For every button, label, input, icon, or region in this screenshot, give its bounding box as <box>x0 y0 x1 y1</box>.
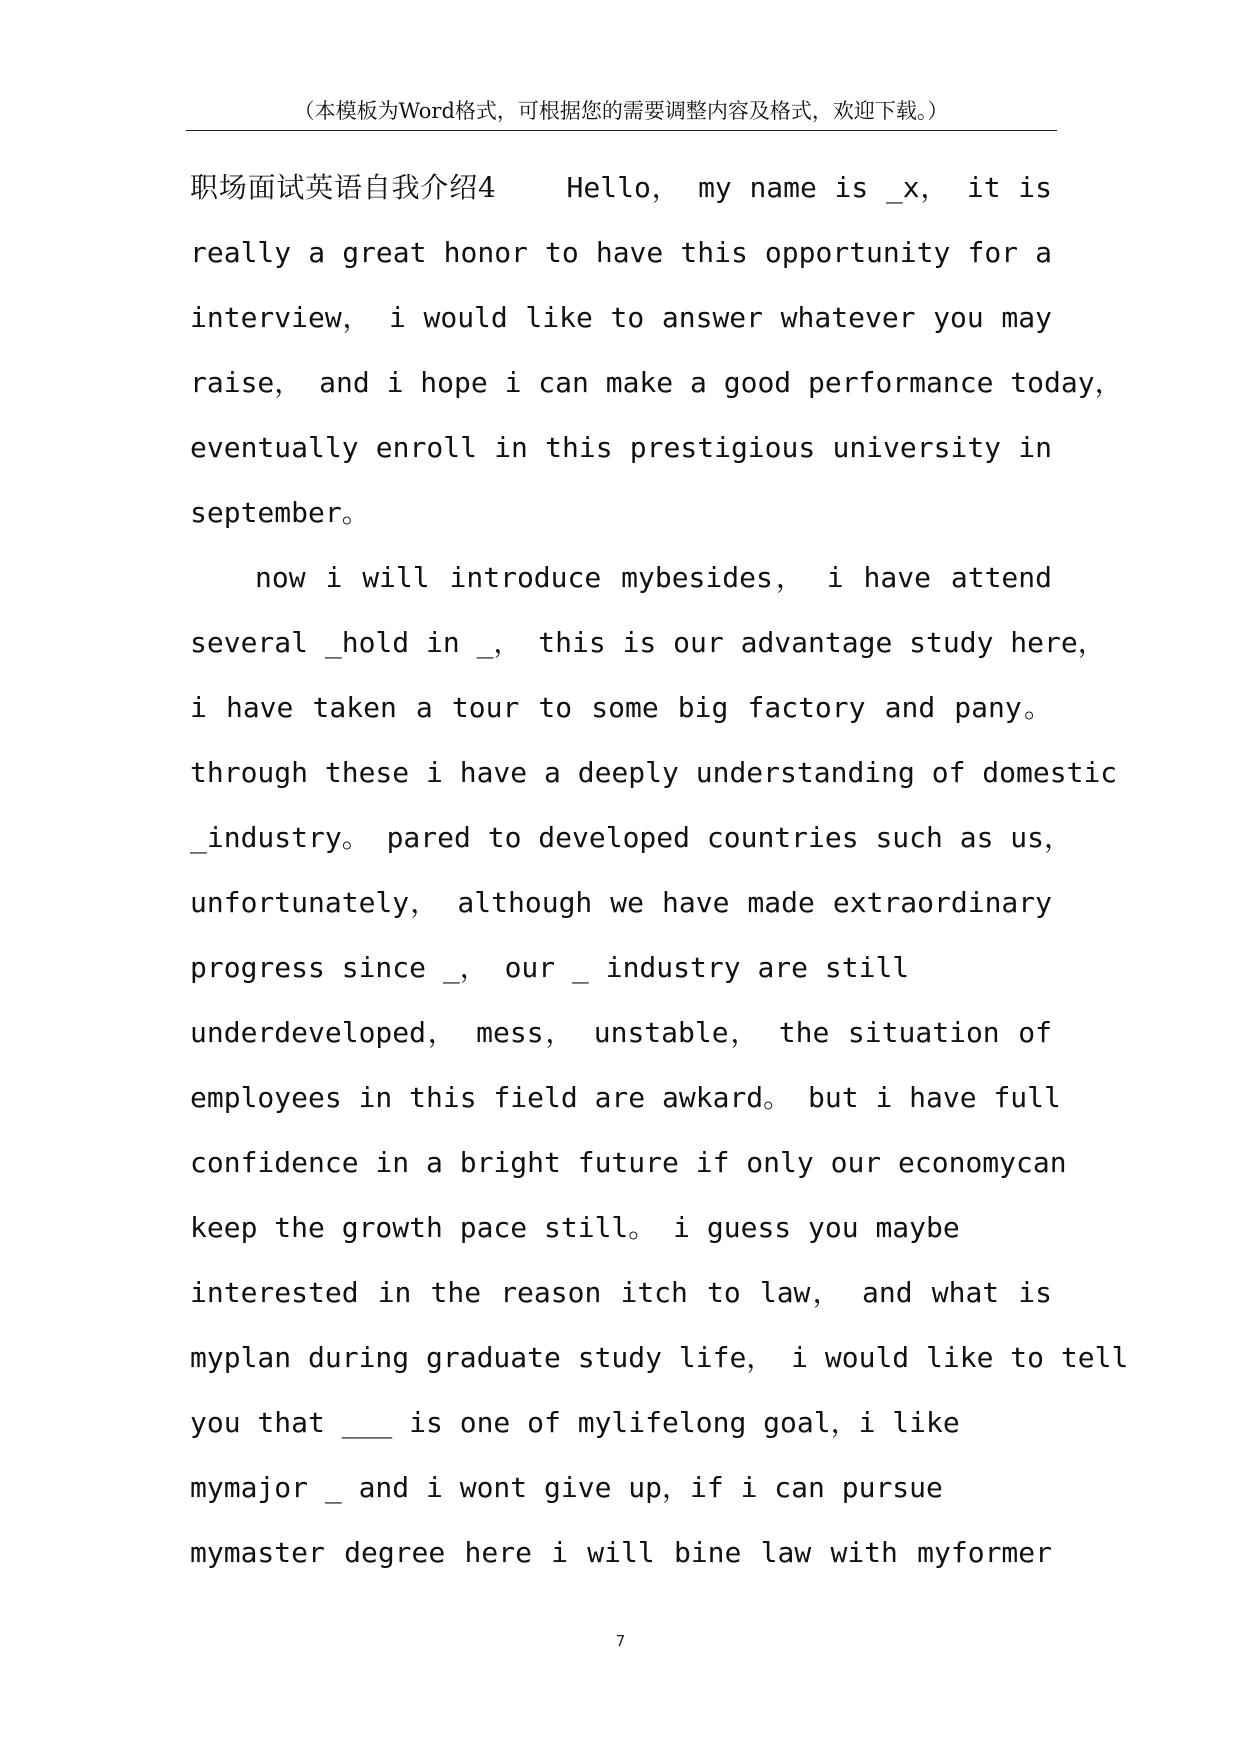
page-number: 7 <box>615 1632 626 1650</box>
text-line: _industry。 pared to developed countries such as us， <box>190 821 1073 854</box>
text-line: underdeveloped， mess， unstable， the situation of <box>190 1016 1052 1049</box>
text-line: september。 <box>190 496 370 529</box>
text-line: through these i have a deeply understanding of domestic <box>190 756 1118 789</box>
document-title: 职场面试英语自我介绍4 <box>190 171 496 204</box>
text-line: progress since _， our _ industry are still <box>190 951 910 984</box>
text-line <box>190 155 1052 220</box>
header-divider <box>186 130 1057 131</box>
text-line: interview， i would like to answer whatever you may <box>190 301 1052 334</box>
template-header-note: （本模板为Word格式，可根据您的需要调整内容及格式，欢迎下载。） <box>293 99 949 123</box>
text-line: mymaster degree here i will bine law with myformer <box>190 1536 1052 1569</box>
text-line: unfortunately， although we have made extraordinary <box>190 886 1052 919</box>
text-line: raise， and i hope i can make a good performance today， <box>190 366 1123 399</box>
text-line: mymajor _ and i wont give up，if i can pursue <box>190 1471 943 1504</box>
text-line: employees in this field are awkard。 but i have full <box>190 1081 1061 1114</box>
text-line: i have taken a tour to some big factory and pany。 <box>190 691 1052 724</box>
text-line: several _hold in _， this is our advantage study here， <box>190 626 1106 659</box>
document-body <box>190 155 1129 1585</box>
text-line: eventually enroll in this prestigious university in <box>190 431 1052 464</box>
text-line: confidence in a bright future if only our economycan <box>190 1146 1067 1179</box>
text-line-segment: Hello， my name is _x， it is <box>566 171 1052 204</box>
text-line: really a great honor to have this opportunity for a <box>190 236 1052 269</box>
text-line: now i will introduce mybesides， i have attend <box>255 561 1052 594</box>
text-line: myplan during graduate study life， i would like to tell <box>190 1341 1129 1374</box>
text-line: interested in the reason itch to law， and what is <box>190 1276 1052 1309</box>
text-line: you that ___ is one of mylifelong goal，i like <box>190 1406 960 1439</box>
text-line: keep the growth pace still。 i guess you maybe <box>190 1211 960 1244</box>
